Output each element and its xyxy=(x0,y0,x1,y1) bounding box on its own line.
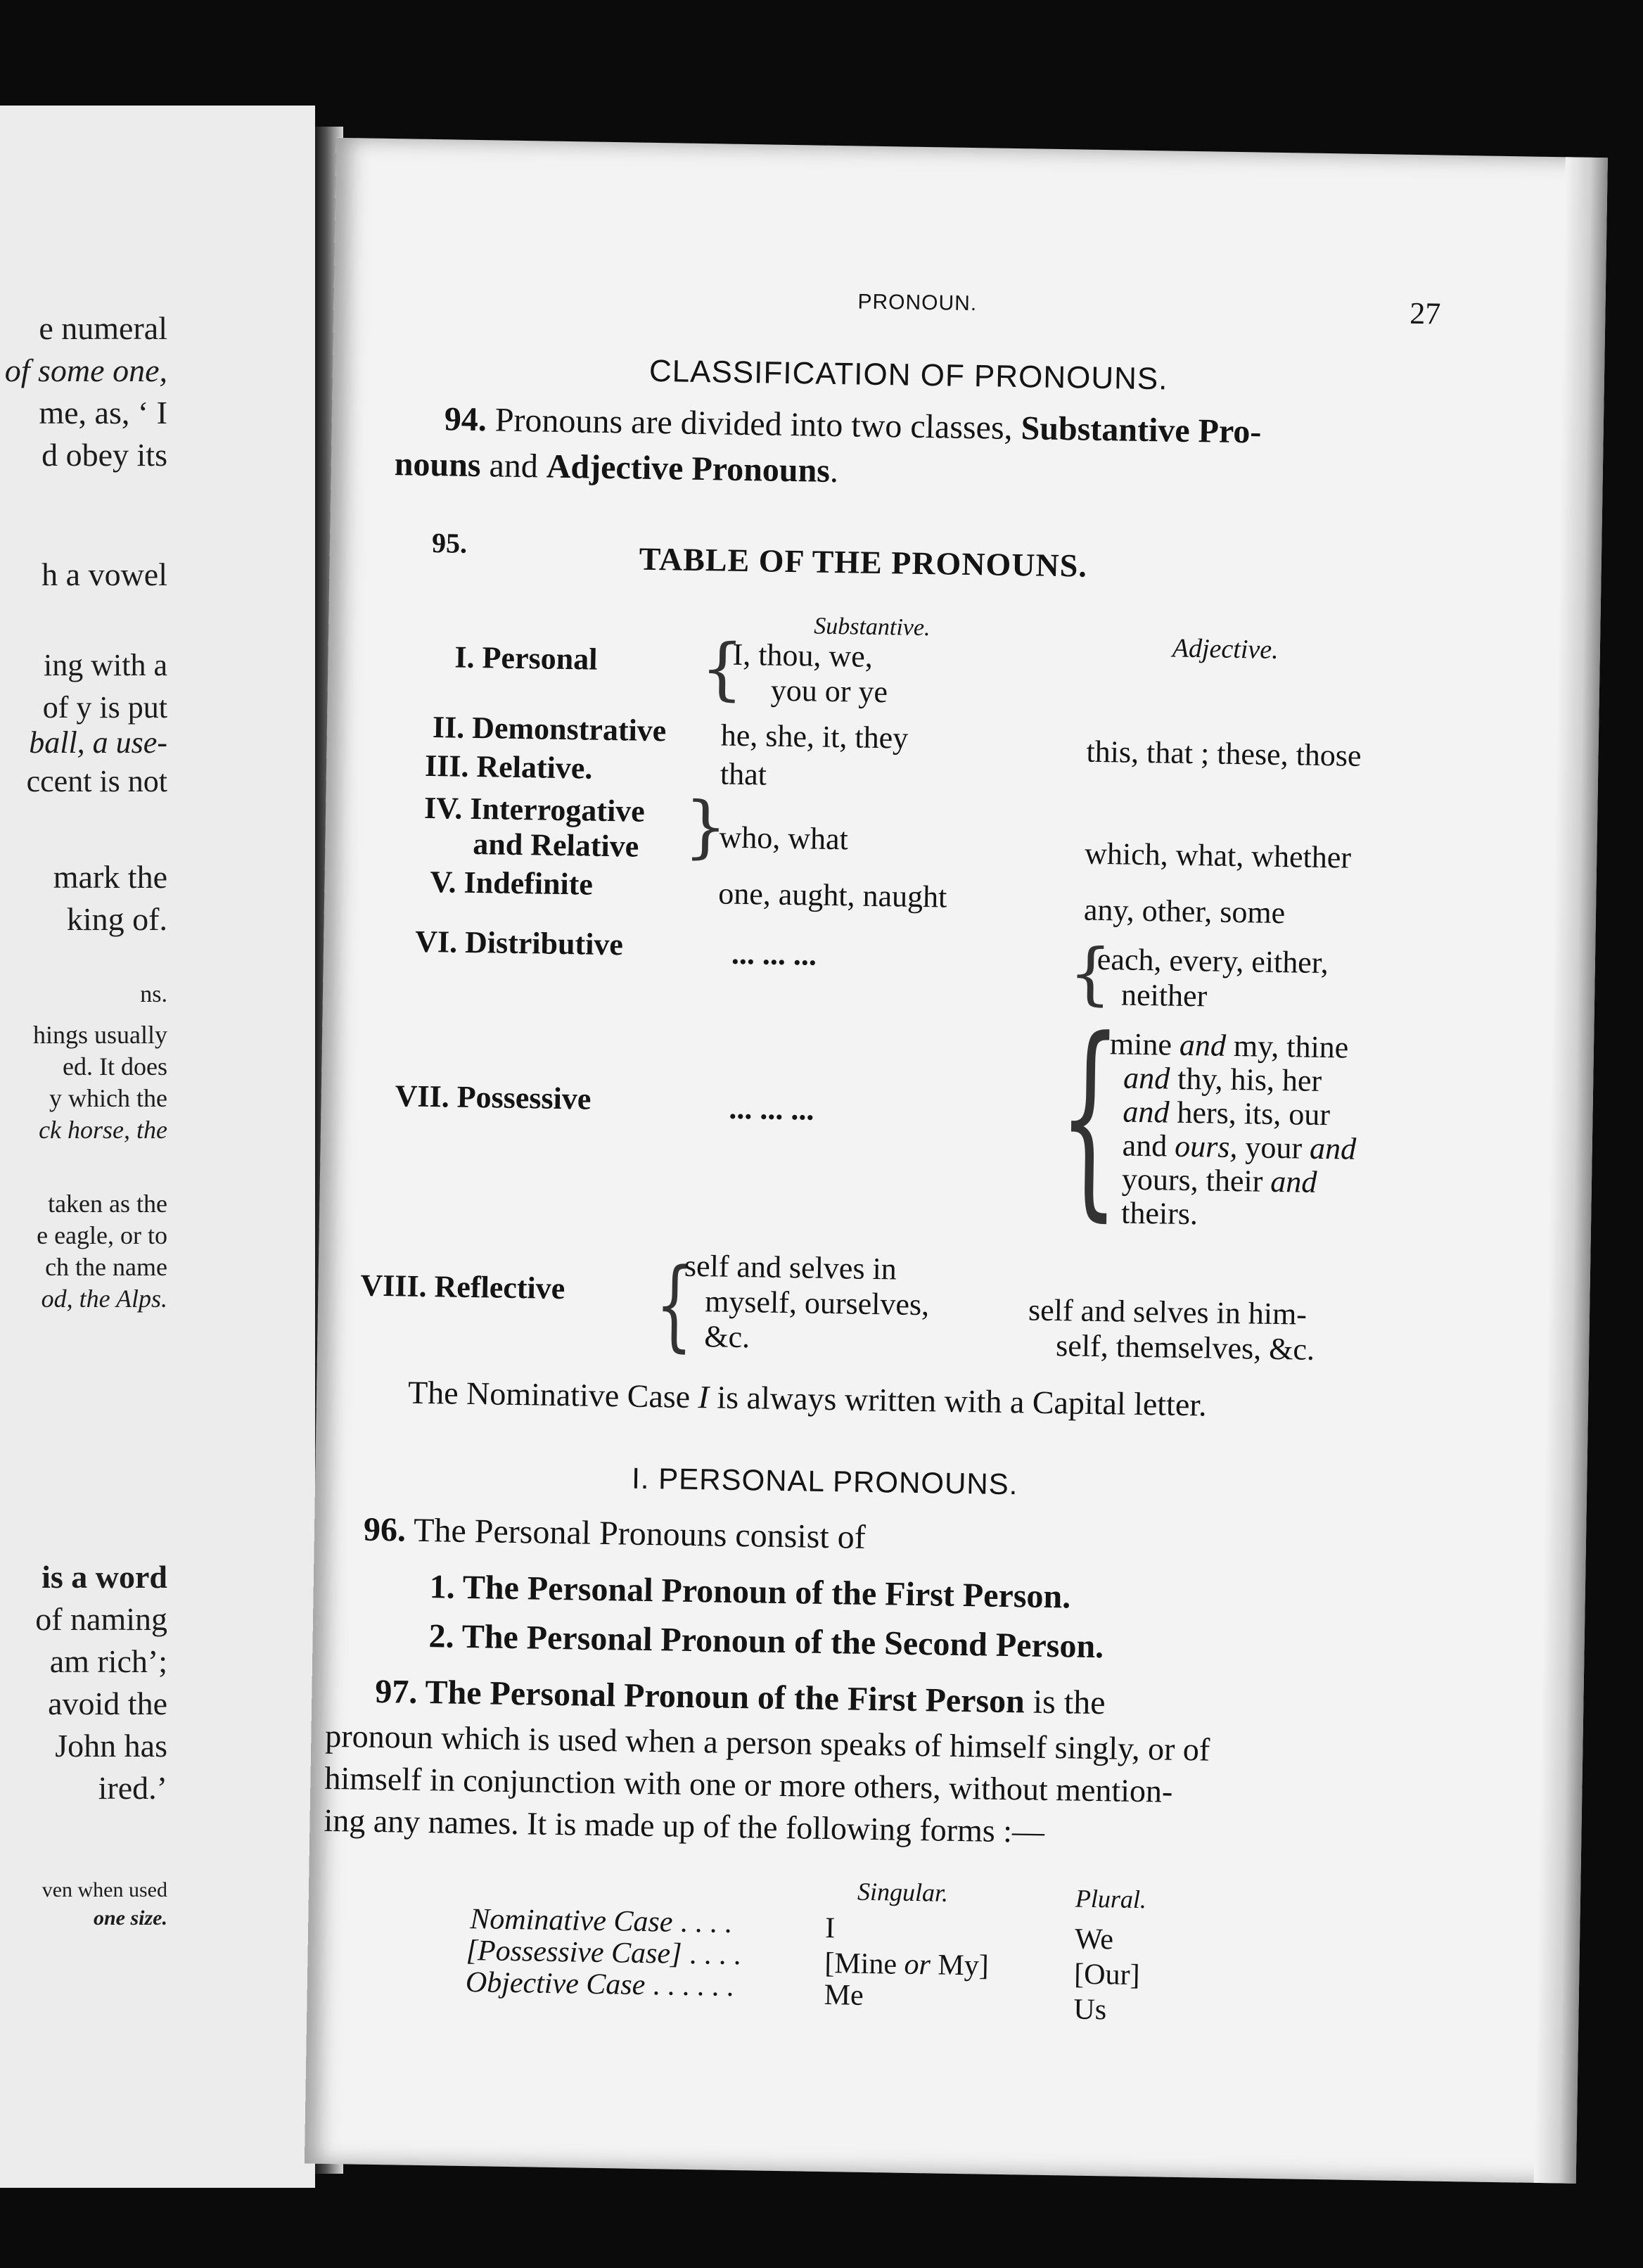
row-adjective: each, every, either, xyxy=(1097,941,1329,981)
left-line: am rich’; xyxy=(49,1643,167,1679)
forms-singular: I xyxy=(824,1912,836,1945)
left-line: y which the xyxy=(49,1084,167,1112)
left-line: me, as, ‘ I xyxy=(39,395,167,431)
left-line: hings usually xyxy=(32,1021,167,1049)
left-line: ccent is not xyxy=(26,764,167,798)
left-line: is a word xyxy=(41,1559,167,1595)
left-line: mark the xyxy=(53,859,167,895)
forms-plural: Us xyxy=(1073,1993,1107,2027)
row-adjective: this, that ; these, those xyxy=(1086,734,1362,773)
row-adjective: mine and my, thine xyxy=(1109,1026,1349,1065)
forms-singular: Me xyxy=(824,1979,864,2012)
para-94-term: Substantive Pro- xyxy=(1021,409,1262,451)
row-substantive: ... ... ... xyxy=(731,936,817,972)
left-page xyxy=(0,106,315,2188)
para-97-line: himself in conjunction with one or more others, without mention- xyxy=(324,1759,1173,1809)
left-line: avoid the xyxy=(48,1686,167,1721)
row-label: VI. Distributive xyxy=(414,924,624,962)
row-label: and Relative xyxy=(472,826,639,864)
left-line: ball, a use- xyxy=(29,725,167,760)
left-line: ven when used xyxy=(41,1878,167,1901)
para-94-line-1 xyxy=(444,400,1261,451)
para-97-line: pronoun which is used when a person speaks of himself singly, or of xyxy=(325,1717,1210,1768)
list-item: 1. The Personal Pronoun of the First Person. xyxy=(429,1568,1071,1616)
para-94-term: nouns xyxy=(394,445,482,485)
table-number: 95. xyxy=(431,527,468,559)
left-line: ck horse, the xyxy=(39,1116,167,1144)
row-adjective: any, other, some xyxy=(1083,892,1286,931)
left-line: one size. xyxy=(94,1906,167,1930)
forms-row: Nominative Case . . . . xyxy=(469,1903,732,1939)
forms-plural: [Our] xyxy=(1073,1958,1140,1992)
row-label: V. Indefinite xyxy=(430,865,594,902)
row-substantive: ... ... ... xyxy=(729,1090,814,1127)
forms-singular: [Mine or My] xyxy=(824,1947,990,1982)
running-head: PRONOUN. xyxy=(857,290,978,316)
para-96: 96. The Personal Pronouns consist of xyxy=(363,1510,867,1556)
brace-icon: { xyxy=(700,629,745,708)
list-item: 2. The Personal Pronoun of the Second Person. xyxy=(428,1617,1104,1666)
left-line: od, the Alps. xyxy=(41,1285,167,1313)
brace-icon: { xyxy=(1057,993,1123,1240)
left-line: ing with a xyxy=(44,648,167,682)
row-label: II. Demonstrative xyxy=(432,710,667,748)
left-line: John has xyxy=(55,1728,167,1764)
left-line: ired.’ xyxy=(98,1770,167,1806)
para-94-text: and xyxy=(489,447,539,485)
left-line: ns. xyxy=(140,981,167,1007)
left-line: taken as the xyxy=(48,1190,167,1218)
para-94-text: . xyxy=(829,452,839,490)
row-substantive: he, she, it, they xyxy=(720,718,909,756)
left-line: e numeral xyxy=(39,310,167,346)
row-adjective: and thy, his, her xyxy=(1123,1060,1322,1098)
right-page xyxy=(305,138,1608,2184)
brace-icon: { xyxy=(654,1247,694,1363)
para-94-text: Pronouns are divided into two classes, xyxy=(494,401,1014,447)
row-substantive: that xyxy=(720,756,767,792)
row-label: I. Personal xyxy=(454,639,598,677)
left-line: ed. It does xyxy=(63,1052,167,1081)
capital-letter-note: The Nominative Case I is always written with a Capital letter. xyxy=(407,1374,1208,1423)
left-line: e eagle, or to xyxy=(37,1221,167,1249)
row-adjective: neither xyxy=(1120,977,1208,1014)
forms-plural: We xyxy=(1074,1923,1114,1956)
brace-icon: { xyxy=(1068,934,1113,1014)
table-title: TABLE OF THE PRONOUNS. xyxy=(639,540,1088,584)
para-94-term: Adjective Pronouns xyxy=(546,447,831,490)
forms-row: [Possessive Case] . . . . xyxy=(466,1935,741,1972)
forms-row: Objective Case . . . . . . xyxy=(465,1966,734,2003)
row-adjective: and hers, its, our xyxy=(1123,1094,1331,1133)
row-label: IV. Interrogative xyxy=(423,790,646,829)
page-edge-shadow xyxy=(1534,157,1608,2184)
row-adjective: which, what, whether xyxy=(1084,836,1352,875)
row-label: VII. Possessive xyxy=(395,1078,592,1116)
section-heading: I. PERSONAL PRONOUNS. xyxy=(631,1461,1018,1501)
row-adjective: self and selves in him- xyxy=(1028,1292,1308,1332)
para-94-line-2 xyxy=(394,445,838,490)
left-line: of naming xyxy=(35,1601,167,1637)
row-substantive: one, aught, naught xyxy=(717,876,947,915)
row-substantive: self and selves in xyxy=(684,1248,897,1287)
left-line: ch the name xyxy=(45,1253,167,1281)
row-substantive: who, what xyxy=(719,820,849,857)
row-substantive: myself, ourselves, xyxy=(704,1284,930,1323)
left-line: h a vowel xyxy=(41,556,167,592)
left-line: of some one, xyxy=(4,352,167,388)
col-plural: Plural. xyxy=(1075,1884,1147,1914)
row-adjective: self, themselves, &c. xyxy=(1055,1328,1315,1367)
row-substantive: &c. xyxy=(704,1319,750,1355)
left-line: of y is put xyxy=(42,690,167,725)
row-adjective: yours, their and xyxy=(1121,1161,1317,1199)
row-adjective: and ours, your and xyxy=(1122,1128,1357,1166)
col-singular: Singular. xyxy=(857,1877,949,1907)
para-94-number: 94. xyxy=(444,400,487,439)
brace-close-icon: } xyxy=(683,786,728,867)
col-substantive: Substantive. xyxy=(813,613,931,642)
row-label: III. Relative. xyxy=(424,748,593,786)
row-substantive: I, thou, we, xyxy=(732,637,874,674)
left-line: d obey its xyxy=(41,437,167,473)
row-adjective: theirs. xyxy=(1120,1195,1198,1232)
left-line: king of. xyxy=(66,901,167,937)
page-number: 27 xyxy=(1409,295,1441,331)
para-97-line-1: 97. The Personal Pronoun of the First Person is the xyxy=(375,1672,1106,1722)
row-substantive: you or ye xyxy=(770,673,888,710)
para-97-line: ing any names. It is made up of the following forms :— xyxy=(324,1802,1045,1849)
col-adjective: Adjective. xyxy=(1172,633,1279,665)
row-label: VIII. Reflective xyxy=(360,1268,565,1306)
section-heading: CLASSIFICATION OF PRONOUNS. xyxy=(648,353,1168,397)
